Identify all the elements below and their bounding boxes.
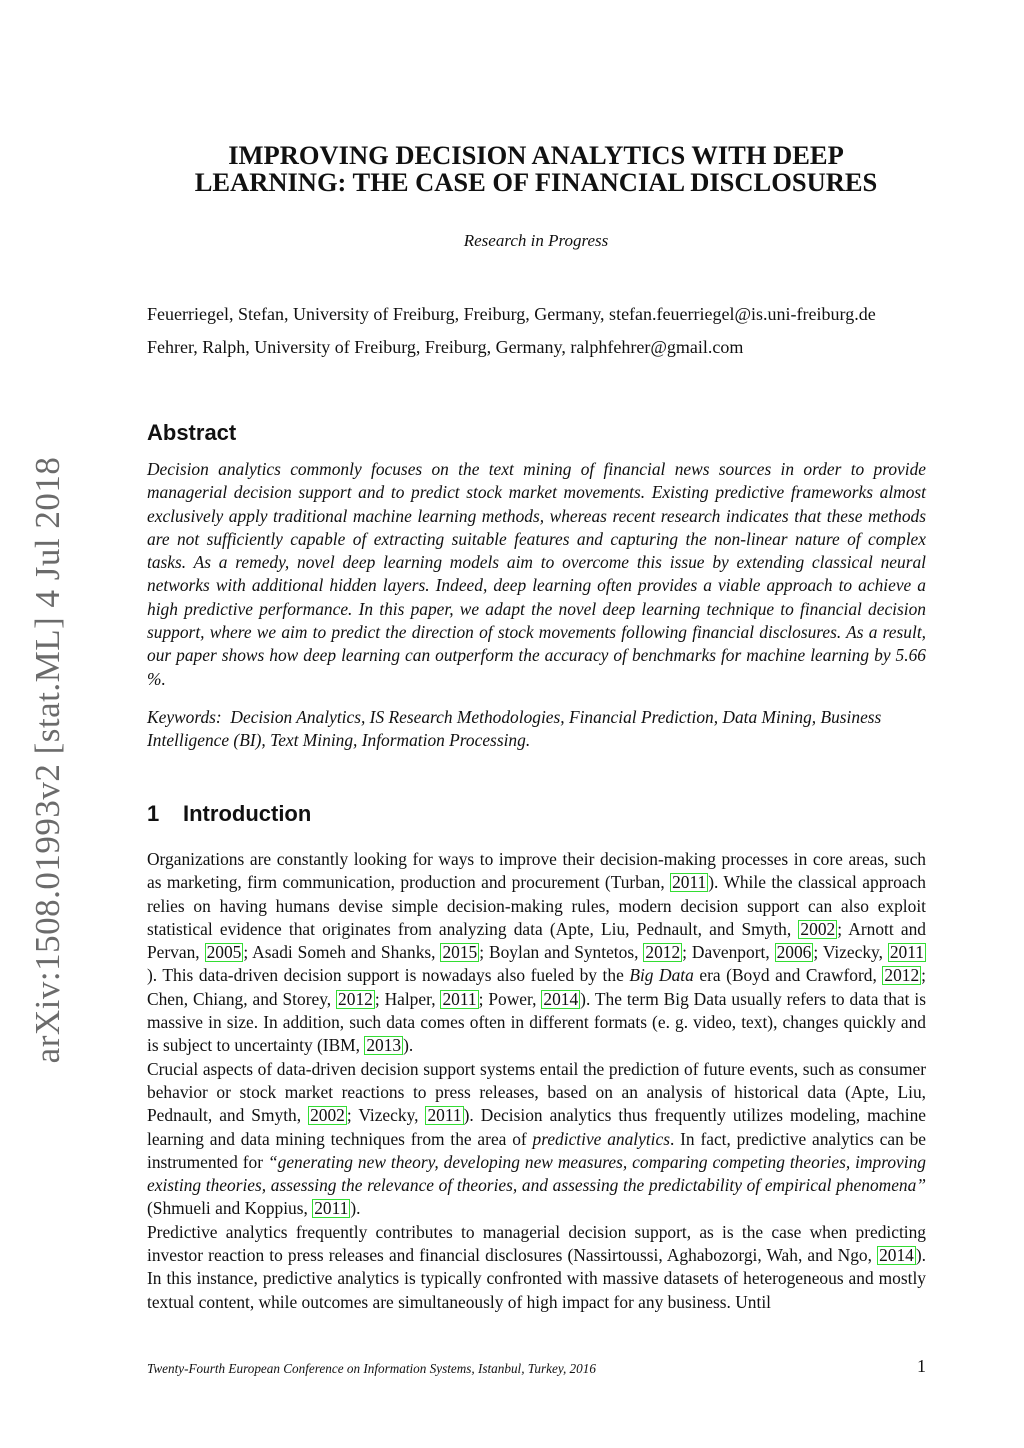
introduction-heading: [147, 801, 311, 827]
citation-link[interactable]: 2012: [338, 988, 373, 1009]
page-number: 1: [917, 1356, 926, 1376]
citation-link[interactable]: 2014: [543, 988, 579, 1009]
text-run: ; Halper,: [374, 988, 441, 1009]
text-run: . In fact, predictive analytics can be instrumented for: [147, 1128, 926, 1172]
emphasis-predictive-analytics: predictive analytics: [532, 1128, 670, 1149]
citation-link[interactable]: 2015: [442, 942, 478, 963]
emphasis-big-data: Big Data: [629, 965, 694, 986]
citation-link[interactable]: 2011: [889, 942, 924, 963]
text-run: ). This data-driven decision support is nowadays also fueled by the: [147, 965, 630, 986]
arxiv-identifier-stamp: arXiv:1508.01993v2 [stat.ML] 4 Jul 2018: [28, 456, 67, 1064]
text-run: (Shmueli and Koppius,: [147, 1198, 313, 1219]
citation-link[interactable]: 2012: [884, 965, 920, 986]
text-run: era (Boyd and Crawford,: [693, 965, 883, 986]
text-run: ).: [403, 1035, 414, 1056]
text-run: ; Davenport,: [682, 942, 775, 963]
citation-link[interactable]: 2014: [879, 1245, 914, 1266]
citation-link[interactable]: 2011: [314, 1198, 349, 1219]
introduction-paragraph-1: [147, 848, 926, 1058]
text-run: ). Decision analytics thus frequently utilizes modeling, machine learning and data mining techniques from the area of: [147, 1105, 926, 1149]
quotation: “generating new theory, developing new measures, comparing competing theories, improving existing theories, assessing the relevance of theories, and assessing the predictability of empirical phenomena”: [147, 1151, 926, 1196]
title-line-1: IMPROVING DECISION ANALYTICS WITH DEEP: [228, 140, 844, 170]
text-run: ; Chen, Chiang, and Storey,: [147, 965, 927, 1009]
keywords: [147, 706, 926, 753]
text-run: ).: [350, 1198, 361, 1219]
text-run: ). In this instance, predictive analytics is typically confronted with massive datasets of heterogeneous and mostly textual content, while outcomes are simultaneously of high impact for any business. Until: [147, 1245, 926, 1312]
text-run: ; Power,: [478, 988, 542, 1009]
title-line-2: LEARNING: THE CASE OF FINANCIAL DISCLOSURES: [194, 167, 878, 197]
text-run: Crucial aspects of data-driven decision support systems entail the prediction of future events, such as consumer behavior or stock market reactions to press releases, based on an analysis of historical data (Apte, Liu, Pednault, and Smyth,: [147, 1058, 926, 1126]
paper-subtitle: Research in Progress: [463, 231, 609, 250]
text-run: ; Vizecky,: [813, 942, 888, 963]
author-line-2: Fehrer, Ralph, University of Freiburg, Freiburg, Germany, ralphfehrer@gmail.com: [147, 337, 744, 357]
introduction-body: [147, 848, 926, 1314]
footer-conference: Twenty-Fourth European Conference on Information Systems, Istanbul, Turkey, 2016: [147, 1361, 596, 1376]
citation-link[interactable]: 2002: [310, 1105, 345, 1126]
text-run: ; Boylan and Syntetos,: [479, 942, 644, 963]
text-run: Predictive analytics frequently contributes to managerial decision support, as is the case when predicting investor reaction to press releases and financial disclosures (Nassirtoussi, Aghabozorgi, Wah, and Ngo,: [147, 1221, 926, 1266]
paper-title: [0, 142, 1024, 196]
introduction-paragraph-3: [147, 1221, 926, 1314]
citation-link[interactable]: 2012: [645, 942, 681, 963]
text-run: ). While the classical approach relies on having humans devise simple decision-making rules, modern decision support can also exploit statistical evidence that originates from analyzing data (Apte, Liu, Pednault, and Smyth,: [147, 872, 927, 939]
citation-link[interactable]: 2006: [776, 942, 812, 963]
citation-link[interactable]: 2011: [672, 872, 707, 893]
citation-link[interactable]: 2002: [800, 918, 836, 939]
section-title: Introduction: [183, 801, 312, 826]
introduction-paragraph-2: [147, 1058, 926, 1221]
citation-link[interactable]: 2011: [442, 988, 477, 1009]
keywords-list: Decision Analytics, IS Research Methodologies, Financial Prediction, Data Mining, Business Intelligence (BI), Text Mining, Information Processing.: [147, 707, 882, 751]
author-line-1: Feuerriegel, Stefan, University of Freiburg, Freiburg, Germany, stefan.feuerriegel@is.uni-freiburg.de: [147, 304, 876, 324]
keywords-label: Keywords:: [147, 707, 222, 727]
citation-link[interactable]: 2005: [206, 942, 242, 963]
citation-link[interactable]: 2011: [427, 1105, 462, 1126]
text-run: ; Vizecky,: [346, 1105, 426, 1126]
text-run: Organizations are constantly looking for ways to improve their decision-making processes in core areas, such as marketing, firm communication, production and procurement (Turban,: [147, 849, 926, 893]
abstract-heading: Abstract: [147, 420, 237, 445]
text-run: ; Arnott and Pervan,: [147, 918, 926, 963]
text-run: ; Asadi Someh and Shanks,: [243, 942, 441, 963]
text-run: ). The term Big Data usually refers to data that is massive in size. In addition, such data comes often in different formats (e. g. video, text), changes quickly and is subject to uncertainty (IBM,: [147, 988, 926, 1056]
citation-link[interactable]: 2013: [366, 1035, 402, 1056]
abstract-body: Decision analytics commonly focuses on the text mining of financial news sources in order to provide managerial decision support and to predict stock market movements. Existing predictive frameworks almost exclusively apply traditional machine learning methods, whereas recent research indicates that these methods are not sufficiently capable of extracting suitable features and capturing the non-linear nature of complex tasks. As a remedy, novel deep learning models aim to overcome this issue by extending classical neural networks with additional hidden layers. Indeed, deep learning often provides a viable approach to achieve a high predictive performance. In this paper, we adapt the novel deep learning technique to financial decision support, where we aim to predict the direction of stock movements following financial disclosures. As a result, our paper shows how deep learning can outperform the accuracy of benchmarks for machine learning by 5.66 %.: [147, 459, 926, 689]
section-number: 1: [147, 801, 160, 826]
